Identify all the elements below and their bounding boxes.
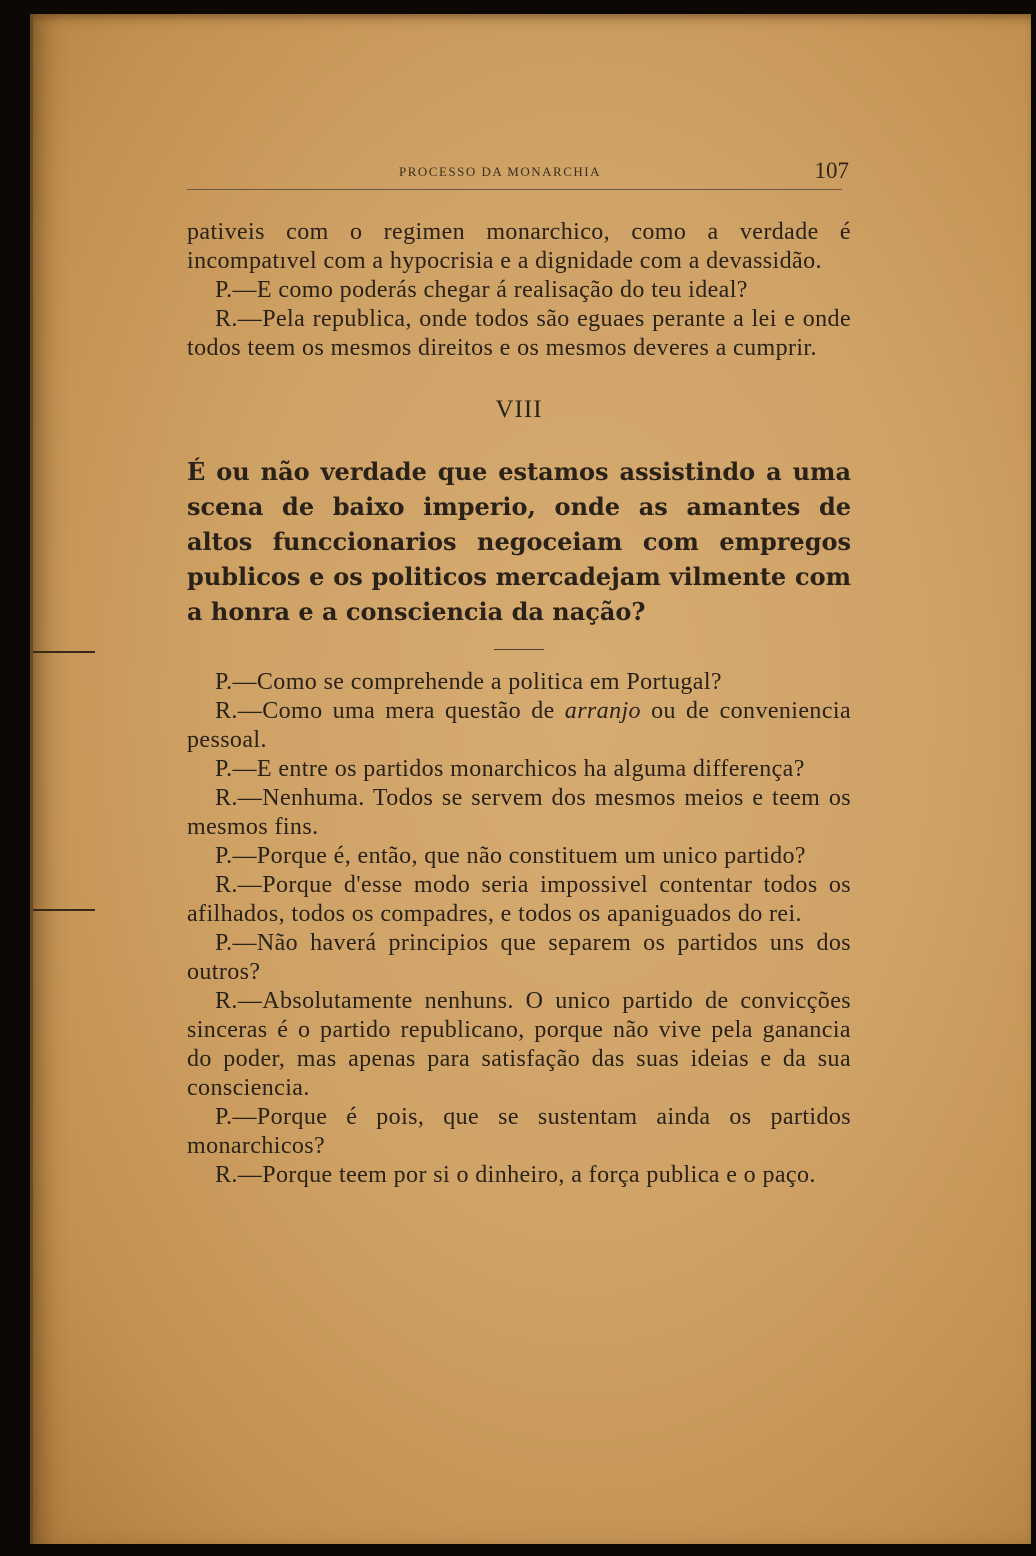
- dialogue-line-question: P.—Como se comprehende a politica em Portugal?: [215, 669, 722, 695]
- dialogue-line-answer: [187, 697, 851, 755]
- dialogue-line-answer: R.—Nenhuma. Todos se servem dos mesmos meios e teem os mesmos fins.: [187, 785, 851, 840]
- header-rule: [187, 189, 842, 190]
- paragraph-answer: R.—Pela republica, onde todos são eguaes perante a lei e onde todos teem os mesmos direitos e os mesmos deveres a cumprir.: [187, 306, 851, 361]
- spine-stitch-mark: [33, 909, 95, 911]
- section-divider-rule: [494, 649, 544, 650]
- section-number: VIII: [495, 396, 543, 423]
- dialogue-line-question: P.—Não haverá principios que separem os partidos uns dos outros?: [187, 930, 851, 985]
- paragraph-continuation: pativeis com o regimen monarchico, como a verdade é incompatıvel com a hypocrisia e a dignidade com a devassidão.: [187, 219, 851, 274]
- page-number: 107: [814, 158, 849, 183]
- upper-text: [187, 218, 851, 363]
- dialogue-line-question: P.—Porque é pois, que se sustentam ainda os partidos monarchicos?: [187, 1104, 851, 1159]
- spine-stitch-mark: [33, 651, 95, 653]
- page-header: [187, 158, 851, 188]
- dialogue-line-answer: R.—Porque teem por si o dinheiro, a força publica e o paço.: [215, 1162, 816, 1188]
- page-content: [187, 158, 851, 1190]
- dialogue-line-question: P.—Porque é, então, que não constituem um unico partido?: [215, 843, 806, 869]
- dialogue-line-question: P.—E entre os partidos monarchicos ha alguma differença?: [215, 756, 805, 782]
- dialogue-line-answer: R.—Absolutamente nenhuns. O unico partido de convicções sinceras é o partido republicano, porque não vive pela ganancia do poder, mas apenas para satisfação das suas ideias e da sua consciencia.: [187, 988, 851, 1101]
- dialogue-text: [187, 668, 851, 1190]
- dialogue-text-part: ou de conveniencia pessoal.: [187, 698, 851, 753]
- running-head: PROCESSO DA MONARCHIA: [399, 164, 601, 179]
- dialogue-italic-word: arranjo: [564, 698, 641, 724]
- paragraph-question: P.—E como poderás chegar á realisação do teu ideal?: [215, 277, 748, 303]
- dialogue-line-answer: R.—Porque d'esse modo seria impossivel contentar todos os afilhados, todos os compadres, e todos os apaniguados do rei.: [187, 872, 851, 927]
- section-question-heading: É ou não verdade que estamos assistindo a uma scena de baixo imperio, onde as amantes de altos funccionarios negoceiam com empregos publicos e os politicos mercadejam vilmente com a honra e a consciencia da nação?: [187, 457, 851, 626]
- dialogue-text-part: R.—Como uma mera questão de: [215, 698, 565, 724]
